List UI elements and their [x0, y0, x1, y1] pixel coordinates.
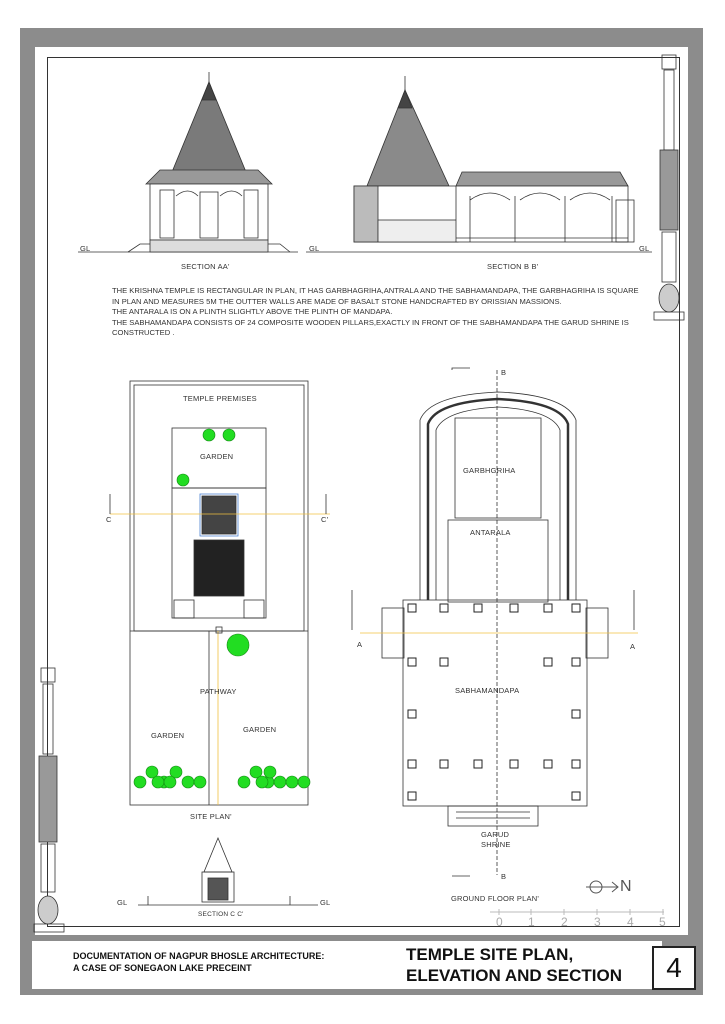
plan-sabhamandapa: SABHAMANDAPA — [455, 686, 520, 695]
site-plan-garden-left: GARDEN — [151, 731, 185, 740]
scale-tick-3: 3 — [594, 915, 601, 929]
plan-label: GROUND FLOOR PLAN' — [451, 894, 539, 903]
scale-tick-2: 2 — [561, 915, 568, 929]
description-line-3: THE SABHAMANDAPA CONSISTS OF 24 COMPOSITE WOODEN PILLARS,EXACTLY IN FRONT OF THE SABHAMANDAPA THE GARUD SHRINE IS CONSTRUCTED . — [112, 317, 629, 338]
sheet-number: 4 — [652, 946, 696, 990]
description-line-2: THE ANTARALA IS ON A PLINTH SLIGHTLY ABOVE THE PLINTH OF MANDAPA. — [112, 307, 393, 317]
site-plan-cut-c-prime: C' — [321, 515, 329, 524]
section-aa-gl: GL — [80, 244, 91, 253]
section-cc-label: SECTION C C' — [198, 911, 244, 918]
plan-cut-a-right: A — [630, 642, 636, 651]
pillar-left-elevation — [34, 668, 64, 932]
scale-tick-0: 0 — [496, 915, 503, 929]
plan-shrine: SHRINE — [481, 840, 511, 849]
description — [112, 286, 642, 339]
section-cc-drawing — [138, 838, 318, 905]
sheet-title-line-2: ELEVATION AND SECTION — [406, 966, 622, 985]
document-title — [73, 950, 324, 974]
site-plan-premises: TEMPLE PREMISES — [183, 394, 257, 403]
plan-antarala: ANTARALA — [470, 528, 511, 537]
site-plan-cut-c: C — [106, 515, 112, 524]
plan-cut-b-bottom: B — [501, 872, 507, 881]
sheet-title-line-1: TEMPLE SITE PLAN, — [406, 945, 574, 964]
section-aa-label: SECTION AA' — [181, 262, 230, 271]
scale-tick-1: 1 — [528, 915, 535, 929]
plan-cut-a-left: A — [357, 640, 363, 649]
plan-garbhagriha: GARBHGRIHA — [463, 466, 516, 475]
description-line-1: THE KRISHNA TEMPLE IS RECTANGULAR IN PLAN, IT HAS GARBHAGRIHA,ANTRALA AND THE SABHAMANDAPA, THE GARBHAGRIHA IS SQUARE IN PLAN AND MEASURES 5M THE OUTTER WALLS ARE MADE OF BASALT STONE HANDCRAFTED BY ORISSIAN MASSIONS. — [112, 286, 639, 306]
site-plan-pathway: PATHWAY — [200, 687, 237, 696]
section-bb-gl-left: GL — [309, 244, 320, 253]
ground-floor-pillars — [408, 604, 580, 800]
pillar-right-elevation — [654, 55, 684, 320]
ground-floor-plan-drawing — [352, 368, 638, 876]
scale-tick-5: 5 — [659, 915, 666, 929]
section-bb-label: SECTION B B' — [487, 262, 539, 271]
section-bb-gl-right: GL — [639, 244, 650, 253]
section-cc-gl-left: GL — [117, 898, 128, 907]
sheet-title — [406, 944, 622, 986]
document-title-line-2: A CASE OF SONEGAON LAKE PRECEINT — [73, 963, 252, 973]
plan-garud: GARUD — [481, 830, 510, 839]
site-plan-garden-top: GARDEN — [200, 452, 234, 461]
section-bb-drawing — [306, 76, 652, 252]
document-title-line-1: DOCUMENTATION OF NAGPUR BHOSLE ARCHITECTURE: — [73, 951, 325, 961]
scale-tick-4: 4 — [627, 915, 634, 929]
site-plan-drawing — [110, 381, 330, 805]
site-plan-label: SITE PLAN' — [190, 812, 232, 821]
section-aa-drawing — [78, 72, 298, 252]
north-label: N — [620, 878, 632, 895]
scale-bar — [490, 909, 664, 915]
north-arrow-icon — [586, 881, 618, 893]
plan-cut-b-top: B — [501, 368, 507, 377]
section-cc-gl-right: GL — [320, 898, 331, 907]
site-plan-garden-right: GARDEN — [243, 725, 277, 734]
